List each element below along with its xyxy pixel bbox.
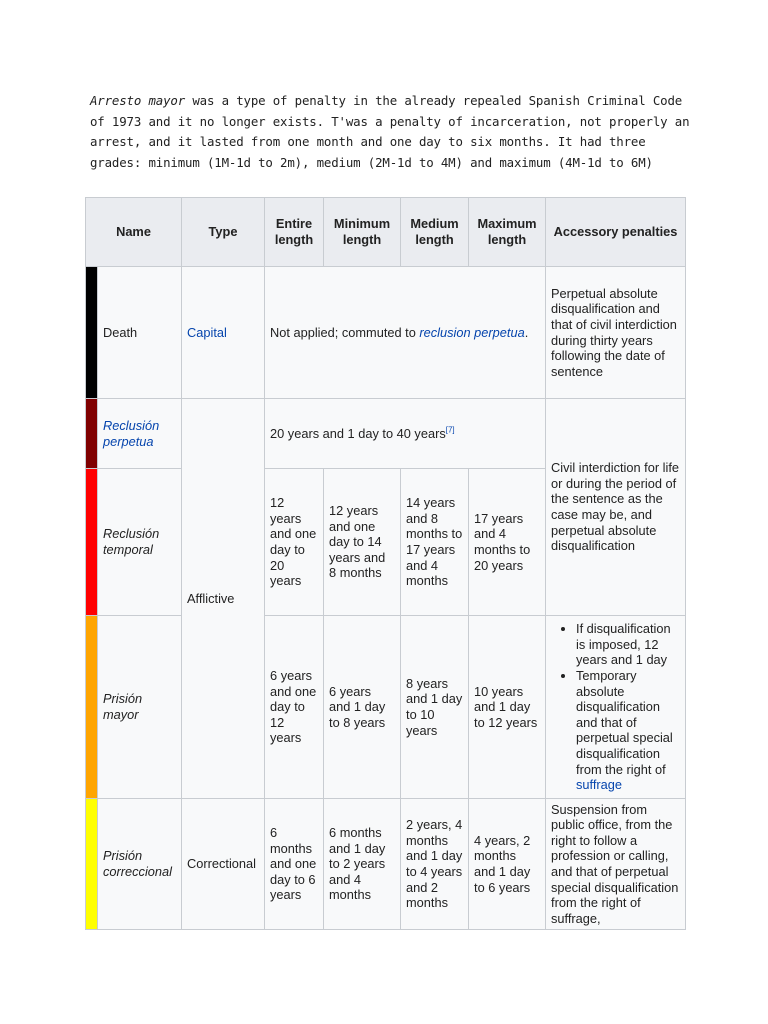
capital-link[interactable]: Capital: [187, 324, 227, 340]
row-death: [86, 267, 686, 399]
mayor-accessory-item-text: Temporary absolute disqualification and that of perpetual special disqualification from the right of: [576, 668, 673, 777]
header-accessory-penalties: Accessory penalties: [546, 198, 686, 267]
death-length: [265, 267, 546, 399]
penalty-type-correctional: Correctional: [182, 799, 265, 930]
row-prision-mayor: [86, 616, 686, 799]
temporal-maximum: 17 years and 4 months to 20 years: [469, 469, 546, 616]
penalty-name-death: Death: [98, 267, 182, 399]
row-prision-correccional: [86, 799, 686, 930]
color-stripe-perpetua: [86, 399, 98, 469]
intro-text: was a type of penalty in the already repealed Spanish Criminal Code of 1973 and it no longer exists. T'was a penalty of incarceration, not properly an arrest, and it lasted from one month and one day to six months. It had three grades: minimum (1M-1d to 2m), medium (2M-1d to 4M) and maximum (4M-1d to 6M): [90, 93, 690, 171]
header-entire-length: Entire length: [265, 198, 324, 267]
correccional-entire: 6 months and one day to 6 years: [265, 799, 324, 930]
perpetua-length-text: 20 years and 1 day to 40 years: [270, 425, 446, 441]
civil-interdiction-accessory: Civil interdiction for life or during the period of the sentence as the case may be, and perpetual absolute disqualification: [546, 399, 686, 616]
penalties-table: [85, 197, 686, 930]
mayor-minimum: 6 years and 1 day to 8 years: [324, 616, 401, 799]
perpetua-length: [265, 399, 546, 469]
intro-paragraph: [90, 91, 690, 174]
reclusion-perpetua-name-link[interactable]: Reclusión perpetua: [103, 417, 160, 449]
suffrage-link[interactable]: suffrage: [576, 777, 623, 793]
mayor-accessory-item: • If disqualification is imposed, 12 years and 1 day: [576, 621, 681, 668]
mayor-accessory-list: [551, 621, 681, 793]
color-stripe-mayor: [86, 616, 98, 799]
mayor-medium: 8 years and 1 day to 10 years: [401, 616, 469, 799]
penalty-type-afflictive: Afflictive: [182, 399, 265, 799]
header-name: Name: [86, 198, 182, 267]
mayor-entire: 6 years and one day to 12 years: [265, 616, 324, 799]
correccional-accessory: Suspension from public office, from the right to follow a profession or calling, and that of perpetual special disqualification from the right of suffrage,: [546, 799, 686, 930]
mayor-maximum: 10 years and 1 day to 12 years: [469, 616, 546, 799]
header-medium-length: Medium length: [401, 198, 469, 267]
header-minimum-length: Minimum length: [324, 198, 401, 267]
death-length-suffix: .: [524, 324, 529, 340]
death-length-text: Not applied; commuted to: [270, 324, 420, 340]
temporal-minimum: 12 years and one day to 14 years and 8 months: [324, 469, 401, 616]
temporal-medium: 14 years and 8 months to 17 years and 4 months: [401, 469, 469, 616]
correccional-medium: 2 years, 4 months and 1 day to 4 years and 2 months: [401, 799, 469, 930]
mayor-accessory: [546, 616, 686, 799]
temporal-entire: 12 years and one day to 20 years: [265, 469, 324, 616]
penalty-type-capital[interactable]: [182, 267, 265, 399]
color-stripe-temporal: [86, 469, 98, 616]
penalty-name-mayor: Prisión mayor: [98, 616, 182, 799]
header-type: Type: [182, 198, 265, 267]
mayor-accessory-item: [576, 668, 681, 793]
penalty-name-temporal: Reclusión temporal: [98, 469, 182, 616]
death-accessory: Perpetual absolute disqualification and that of civil interdiction during thirty years following the date of sentence: [546, 267, 686, 399]
correccional-maximum: 4 years, 2 months and 1 day to 6 years: [469, 799, 546, 930]
intro-term: Arresto mayor: [90, 93, 186, 108]
color-stripe-death: [86, 267, 98, 399]
header-row: [86, 198, 686, 267]
row-reclusion-perpetua: [86, 399, 686, 469]
color-stripe-correccional: [86, 799, 98, 930]
correccional-minimum: 6 months and 1 day to 2 years and 4 months: [324, 799, 401, 930]
header-maximum-length: Maximum length: [469, 198, 546, 267]
reclusion-perpetua-link[interactable]: reclusion perpetua: [419, 324, 525, 340]
reference-7[interactable]: [7]: [445, 425, 455, 435]
penalty-name-perpetua[interactable]: [98, 399, 182, 469]
penalty-name-correccional: Prisión correccional: [98, 799, 182, 930]
